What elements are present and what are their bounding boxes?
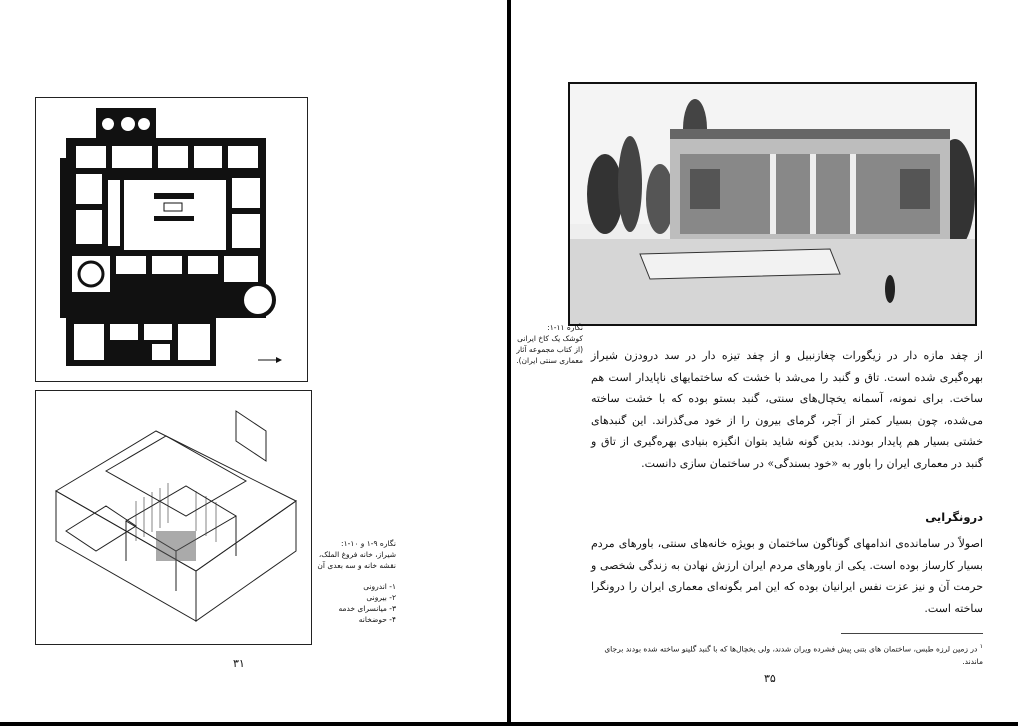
section-heading: درونگرایی (925, 510, 983, 524)
figure-description: کوشک یک کاخ ایرانی (از کتاب مجموعه آثار معماری سنتی ایران). (516, 334, 583, 365)
floor-plan-figure (35, 97, 308, 382)
figure-number: نگاره ۹-۱ و ۱۰-۱: (341, 539, 396, 548)
pavilion-illustration (568, 82, 977, 326)
scan-border-bottom (0, 722, 1018, 726)
legend-item: ۱- اندرونی (363, 582, 396, 591)
paragraph-text: از چفد مازه دار در زیگورات چغازنبیل و از چفد تیزه دار در سد درودزن شیراز بهره‌گیری شده است. تاق و گنبد را می‌شد با خشت که ساختمایهای ناپایدار است هم ساخت. برای نمونه، آسمانه یخچال‌های سنتی، گنبد بستو بوده که با خشت ساخته می‌شده، چون بسیار کمتر از آجر، گرمای بیرون را از خود می‌گذراند. این گنبدهای خشتی بسیار هم پایدار بودند. بدین گونه شاید بتوان انگیزه بنیادی بهره‌گیری از تاق و گنبد در معماری ایران را باور به «خود بسندگی» در ساختمان سازی دانست. (591, 349, 983, 470)
legend-item: ۲- بیرونی (366, 593, 396, 602)
figure-number: نگاره ۱۱-۱: (547, 323, 583, 332)
paragraph-2: اصولاً در سامانده‌ی اندامهای گوناگون ساختمان و بویژه خانه‌های سنتی، باورهای مردم بسیار کارساز بوده است. یکی از باورهای مردم ایران ارزش نهادن به زندگی شخصی و حرمت آن و نیز عزت نفس ایرانیان بوده که این امر بگونه‌ای معماری ایران را درونگرا ساخته است. (591, 537, 983, 615)
figure-caption-pavilion (513, 322, 583, 366)
floor-plan-drawing (36, 98, 307, 381)
page-number: ۳۱ (233, 657, 245, 670)
pavilion-engraving (570, 84, 975, 324)
isometric-drawing (36, 391, 311, 644)
left-page (0, 0, 507, 726)
page-number: ۳۵ (764, 672, 776, 685)
isometric-figure (35, 390, 312, 645)
paragraph-1 (591, 345, 983, 474)
legend-item: ۳- میانسرای خدمه (338, 604, 396, 613)
footnote-divider (841, 633, 983, 634)
footnote-text: در زمین لرزه طبس، ساختمان های بتنی پیش فشرده ویران شدند، ولی یخچال‌ها که با گنبد گلینو ساخته شده بودند برجای ماندند. (604, 644, 983, 666)
right-page (511, 0, 1018, 726)
figure-description: شیراز، خانه فروغ الملک، نقشه خانه و سه بعدی آن (317, 550, 396, 570)
legend-item: ۴- حوضخانه (358, 615, 396, 624)
footnote-mark: ۱ (979, 643, 983, 650)
figure-caption-plan (316, 538, 396, 625)
footnote (591, 641, 983, 668)
